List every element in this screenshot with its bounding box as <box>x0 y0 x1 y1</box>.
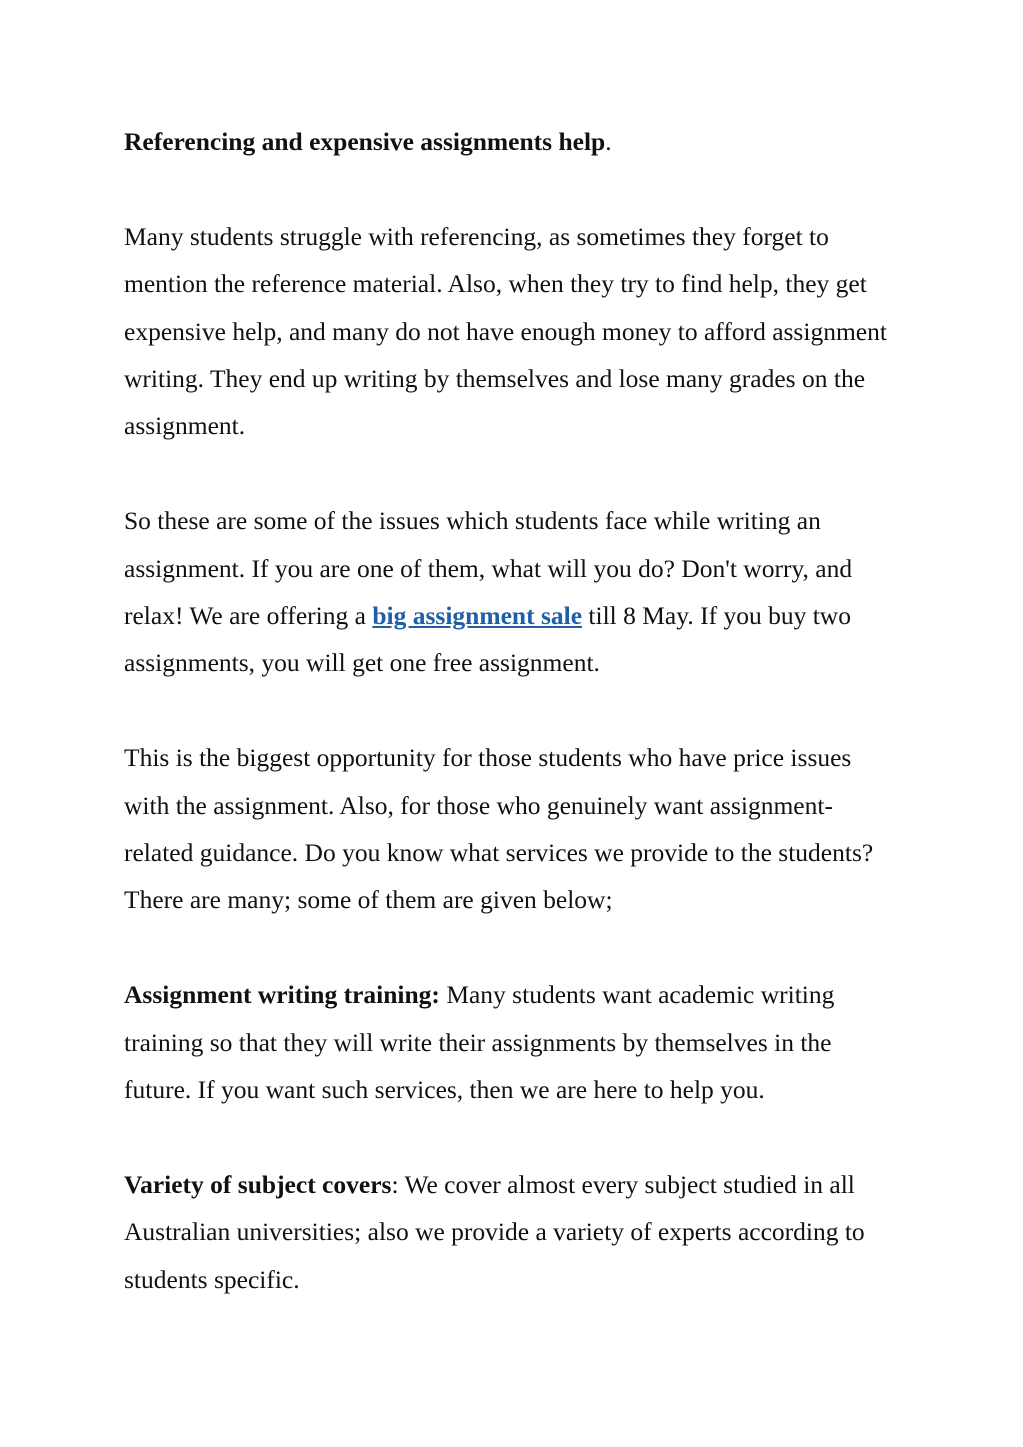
sale-text-after: till 8 May. If you buy two assignments, you will get one free assignment. <box>124 601 851 678</box>
document-heading <box>124 118 899 165</box>
big-assignment-sale-link[interactable]: big assignment sale <box>372 601 583 631</box>
paragraph-subject-covers <box>124 1161 899 1303</box>
document-page <box>124 118 899 1350</box>
heading-title: Referencing and expensive assignments help <box>124 127 606 156</box>
paragraph-sale <box>124 497 899 687</box>
subject-covers-text: : We cover almost every subject studied in all Australian universities; also we provide a variety of experts according to students specific. <box>124 1169 865 1294</box>
heading-period: . <box>605 127 612 156</box>
writing-training-text: Many students want academic writing training so that they will write their assignments by themselves in the future. If you want such services, then we are here to help you. <box>124 980 835 1105</box>
subject-covers-label: Variety of subject covers <box>124 1169 392 1199</box>
paragraph-referencing: Many students struggle with referencing, as sometimes they forget to mention the reference material. Also, when they try to find help, they get expensive help, and many do not have enough money to afford assignment writing. They end up writing by themselves and lose many grades on the assignment. <box>124 221 887 441</box>
paragraph-writing-training <box>124 971 899 1113</box>
paragraph-opportunity: This is the biggest opportunity for those students who have price issues with the assignment. Also, for those who genuinely want assignment-related guidance. Do you know what services we provide to the students? There are many; some of them are given below; <box>124 743 874 915</box>
writing-training-label: Assignment writing training: <box>124 980 440 1010</box>
sale-text-before: So these are some of the issues which students face while writing an assignment. If you are one of them, what will you do? Don't worry, and relax! We are offering a <box>124 506 853 631</box>
